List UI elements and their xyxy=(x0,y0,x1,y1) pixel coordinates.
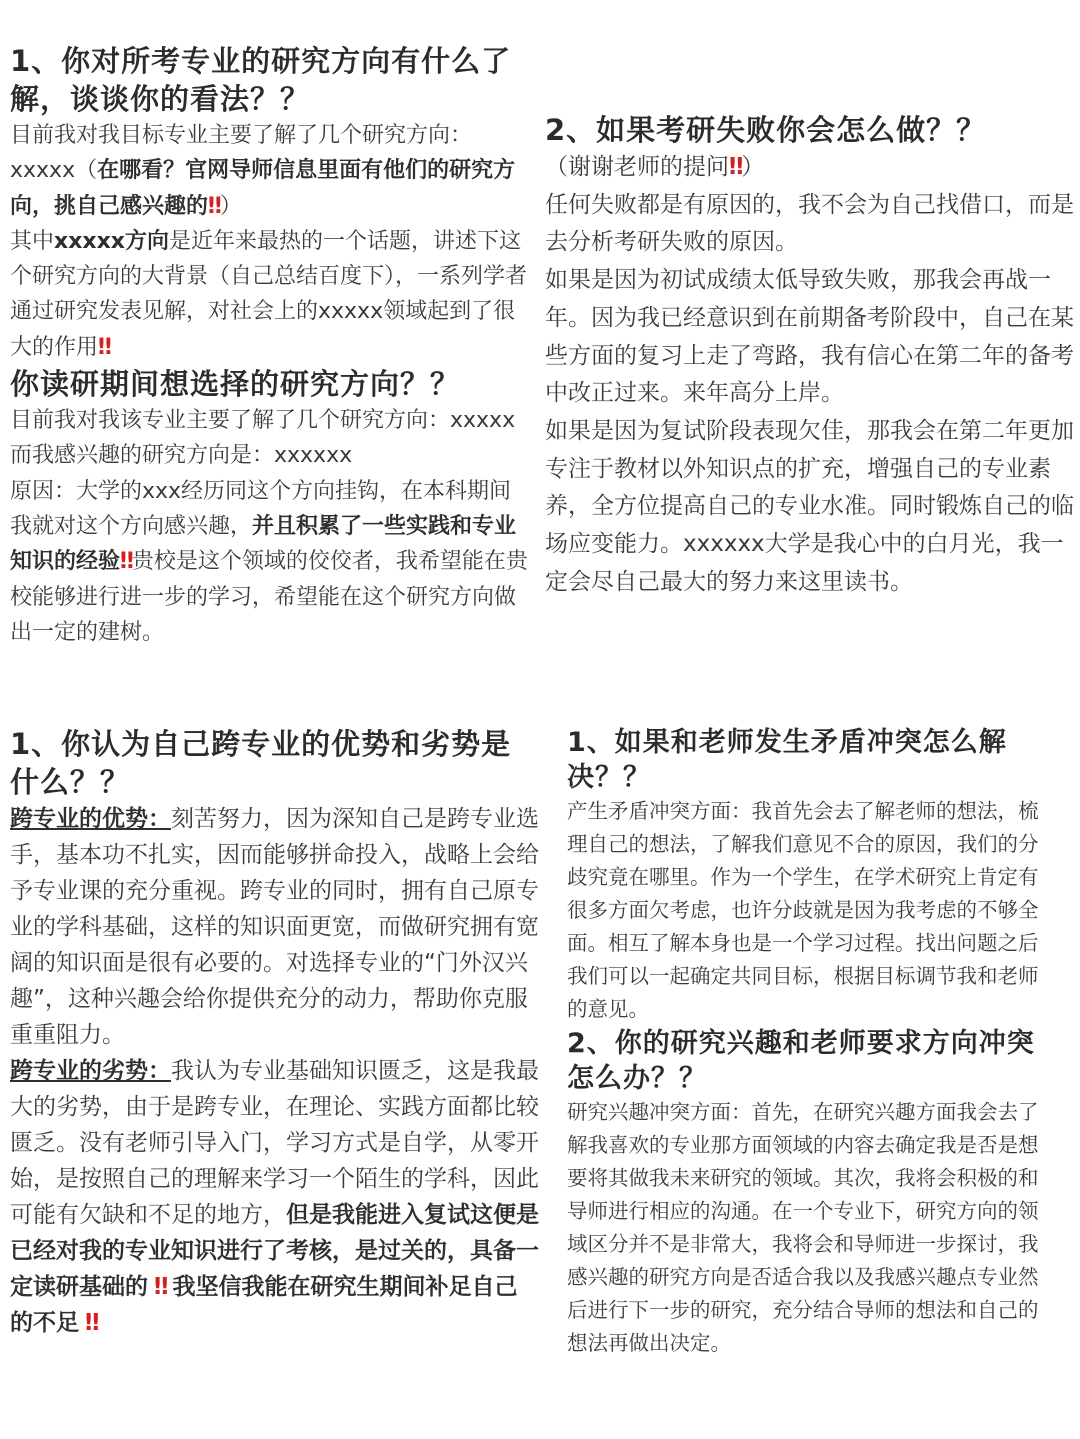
fail-p1-text-a: （谢谢老师的提问 xyxy=(545,154,729,180)
q1-p1-bold: 在哪看？官网导师信息里面有他们的研究方向，挑自己感兴趣的 xyxy=(10,158,516,219)
q1-p2-text-b: 是近年来最热的一个话题，讲述下这个研究方向的大背景（自己总结百度下），一系列学者通过研究发表见解，对社会上的xxxxx领域起到了很大的作用 xyxy=(10,228,528,360)
bottom-right-section xyxy=(567,725,1057,1360)
q2-p3-text-b: 贵校是这个领域的佼佼者，我希望能在贵校能够进行进一步的学习，希望能在这个研究方向做出一定的建树。 xyxy=(10,549,528,645)
q1-p1-text-a: 目前我对我目标专业主要了解了几个研究方向：xxxxx（ xyxy=(10,123,473,184)
fail-question-title: 2、如果考研失败你会怎么做？？ xyxy=(545,113,987,147)
q1-paragraph-1 xyxy=(10,118,530,224)
interest-answer: 研究兴趣冲突方面：首先，在研究兴趣方面我会去了解我喜欢的专业那方面领域的内容去确定我是否是想要将其做我未来研究的领域。其次，我将会积极的和导师进行相应的沟通。在一个专业下，研究方向的领域区分并不是非常大，我将会和导师进一步探讨，我感兴趣的研究方向是否适合我以及我感兴趣点专业然后进行下一步的研究，充分结合导师的想法和自己的想法再做出决定。 xyxy=(567,1100,1039,1355)
q2-p3-bold: 并且积累了一些实践和专业知识的经验 xyxy=(10,513,517,575)
q1-p2-bold: xxxxx方向 xyxy=(54,228,169,254)
interest-question-title: 2、你的研究兴趣和老师要求方向冲突怎么办？？ xyxy=(567,1028,1035,1094)
q2-title: 你读研期间想选择的研究方向？？ xyxy=(10,367,461,402)
double-exclamation-icon: ‼ xyxy=(148,1274,173,1300)
top-left-section xyxy=(10,42,530,650)
fail-paragraph-3: 如果是因为初试成绩太低导致失败，那我会再战一年。因为我已经意识到在前期备考阶段中，自己在某些方面的复习上走了弯路，我有信心在第二年的备考中改正过来。来年高分上岸。 xyxy=(545,267,1074,407)
fail-paragraph-1 xyxy=(545,149,1080,187)
disadvantage-text-b: 我坚信我能在研究生期间补足自己的不足 xyxy=(10,1274,518,1336)
disadvantage-bold: 但是我能进入复试这便是已经对我的专业知识进行了考核，是过关的，具备一定读研基础的 xyxy=(10,1202,539,1300)
double-exclamation-icon: ‼ xyxy=(729,154,742,180)
q1-title: 1、你对所考专业的研究方向有什么了解，谈谈你的看法？？ xyxy=(10,44,512,116)
disadvantage-paragraph xyxy=(10,1053,540,1341)
q1-p2-text-a: 其中 xyxy=(10,228,55,254)
q2-paragraph-2: 而我感兴趣的研究方向是：xxxxxx xyxy=(10,443,353,469)
fail-paragraph-4: 如果是因为复试阶段表现欠佳，那我会在第二年更加专注于教材以外知识点的扩充，增强自己的专业素养，全方位提高自己的专业水准。同时锻炼自己的临场应变能力。xxxxxx大学是我心中的白月光，我一定会尽自己最大的努力来这里读书。 xyxy=(545,417,1074,595)
q2-paragraph-3 xyxy=(10,474,530,650)
conflict-question-title: 1、如果和老师发生矛盾冲突怎么解决？？ xyxy=(567,727,1007,793)
advantage-paragraph xyxy=(10,801,540,1053)
disadvantage-label: 跨专业的劣势： xyxy=(10,1058,171,1084)
double-exclamation-icon: ‼ xyxy=(208,193,220,219)
fail-paragraph-2: 任何失败都是有原因的，我不会为自己找借口，而是去分析考研失败的原因。 xyxy=(545,191,1074,256)
disadvantage-text-a: 我认为专业基础知识匮乏，这是我最大的劣势，由于是跨专业，在理论、实践方面都比较匮乏。没有老师引导入门，学习方式是自学，从零开始，是按照自己的理解来学习一个陌生的学科，因此可能有欠缺和不足的地方， xyxy=(10,1058,539,1228)
double-exclamation-icon: ‼ xyxy=(79,1310,98,1336)
double-exclamation-icon: ‼ xyxy=(98,334,110,360)
conflict-answer: 产生矛盾冲突方面：我首先会去了解老师的想法，梳理自己的想法，了解我们意见不合的原因，我们的分歧究竟在哪里。作为一个学生，在学术研究上肯定有很多方面欠考虑，也许分歧就是因为我考虑的不够全面。相互了解本身也是一个学习过程。找出问题之后我们可以一起确定共同目标，根据目标调节我和老师的意见。 xyxy=(567,799,1039,1021)
q1-paragraph-2 xyxy=(10,224,530,365)
q1-p1-text-b: ） xyxy=(219,193,242,219)
q2-p3-text-a: 原因：大学的xxx经历同这个方向挂钩，在本科期间我就对这个方向感兴趣， xyxy=(10,478,512,539)
bottom-left-section xyxy=(10,725,540,1341)
q2-paragraph-1: 目前我对我该专业主要了解了几个研究方向：xxxxx xyxy=(10,408,516,434)
double-exclamation-icon: ‼ xyxy=(120,549,132,575)
top-right-section xyxy=(545,111,1080,601)
advantage-text: 刻苦努力，因为深知自己是跨专业选手，基本功不扎实，因而能够拼命投入，战略上会给予专业课的充分重视。跨专业的同时，拥有自己原专业的学科基础，这样的知识面更宽，而做研究拥有宽阔的知识面是很有必要的。对选择专业的“门外汉兴趣”，这种兴趣会给你提供充分的动力，帮助你克服重重阻力。 xyxy=(10,806,539,1048)
advantage-label: 跨专业的优势： xyxy=(10,806,171,832)
fail-p1-text-b: ） xyxy=(741,154,765,180)
cross-major-title: 1、你认为自己跨专业的优势和劣势是什么？？ xyxy=(10,727,512,799)
